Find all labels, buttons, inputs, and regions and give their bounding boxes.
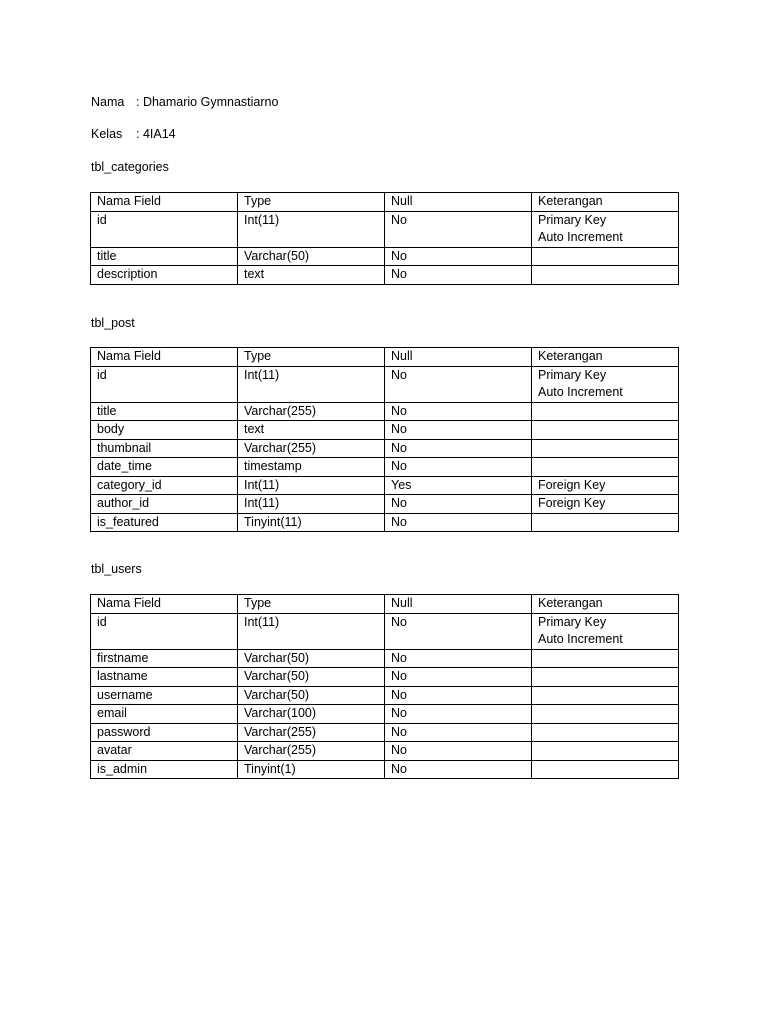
cell-null: No <box>385 458 532 477</box>
column-header-null: Null <box>385 348 532 367</box>
cell-keterangan <box>532 742 679 761</box>
cell-null: No <box>385 513 532 532</box>
column-header-type: Type <box>238 595 385 614</box>
cell-keterangan <box>532 421 679 440</box>
cell-field: date_time <box>91 458 238 477</box>
cell-keterangan <box>532 439 679 458</box>
nama-value: : Dhamario Gymnastiarno <box>136 95 279 109</box>
cell-type: Int(11) <box>238 366 385 402</box>
table-row <box>91 513 679 532</box>
table-row <box>91 686 679 705</box>
cell-type: Varchar(50) <box>238 649 385 668</box>
cell-type: Int(11) <box>238 211 385 247</box>
table-row <box>91 613 679 649</box>
header-row <box>91 193 679 212</box>
cell-null: No <box>385 686 532 705</box>
table-row <box>91 476 679 495</box>
cell-keterangan <box>532 476 679 495</box>
cell-keterangan <box>532 686 679 705</box>
kelas-label: Kelas <box>91 127 123 141</box>
cell-type: timestamp <box>238 458 385 477</box>
cell-type: text <box>238 421 385 440</box>
kelas-line <box>91 126 176 142</box>
cell-null: No <box>385 266 532 285</box>
cell-type: Varchar(255) <box>238 439 385 458</box>
table-row <box>91 723 679 742</box>
cell-keterangan <box>532 649 679 668</box>
cell-keterangan <box>532 513 679 532</box>
table-users <box>90 594 679 779</box>
cell-field: thumbnail <box>91 439 238 458</box>
cell-null: No <box>385 402 532 421</box>
cell-keterangan <box>532 495 679 514</box>
column-header-keterangan: Keterangan <box>532 193 679 212</box>
column-header-type: Type <box>238 348 385 367</box>
table-row <box>91 211 679 247</box>
cell-null: No <box>385 613 532 649</box>
table-body <box>91 366 679 532</box>
cell-field: author_id <box>91 495 238 514</box>
header-row <box>91 348 679 367</box>
cell-null: Yes <box>385 476 532 495</box>
cell-field: description <box>91 266 238 285</box>
cell-field: email <box>91 705 238 724</box>
cell-field: avatar <box>91 742 238 761</box>
table-row <box>91 760 679 779</box>
table-row <box>91 458 679 477</box>
cell-null: No <box>385 723 532 742</box>
cell-type: Varchar(255) <box>238 742 385 761</box>
cell-null: No <box>385 366 532 402</box>
cell-null: No <box>385 495 532 514</box>
section-title-categories: tbl_categories <box>91 160 169 174</box>
cell-null: No <box>385 760 532 779</box>
cell-type: Tinyint(1) <box>238 760 385 779</box>
cell-null: No <box>385 211 532 247</box>
cell-null: No <box>385 705 532 724</box>
cell-type: Tinyint(11) <box>238 513 385 532</box>
table-row <box>91 495 679 514</box>
cell-null: No <box>385 742 532 761</box>
cell-null: No <box>385 439 532 458</box>
table-row <box>91 705 679 724</box>
column-header-type: Type <box>238 193 385 212</box>
kelas-value: : 4IA14 <box>136 127 176 141</box>
table-row <box>91 421 679 440</box>
cell-field: id <box>91 613 238 649</box>
cell-keterangan <box>532 458 679 477</box>
cell-field: password <box>91 723 238 742</box>
cell-field: firstname <box>91 649 238 668</box>
cell-type: Varchar(100) <box>238 705 385 724</box>
table-row <box>91 402 679 421</box>
cell-field: id <box>91 211 238 247</box>
cell-keterangan <box>532 723 679 742</box>
cell-field: category_id <box>91 476 238 495</box>
section-title-users: tbl_users <box>91 562 142 576</box>
cell-keterangan <box>532 668 679 687</box>
keterangan-line: Foreign Key <box>538 496 606 510</box>
table-body <box>91 613 679 779</box>
column-header-field: Nama Field <box>91 595 238 614</box>
nama-line <box>91 94 278 110</box>
cell-field: body <box>91 421 238 440</box>
cell-keterangan <box>532 705 679 724</box>
column-header-field: Nama Field <box>91 348 238 367</box>
column-header-field: Nama Field <box>91 193 238 212</box>
table-row <box>91 742 679 761</box>
keterangan-line: Primary Key <box>538 614 607 629</box>
column-header-keterangan: Keterangan <box>532 595 679 614</box>
table-body <box>91 211 679 284</box>
table-row <box>91 668 679 687</box>
table-row <box>91 247 679 266</box>
section-title-post: tbl_post <box>91 316 135 330</box>
cell-keterangan <box>532 760 679 779</box>
cell-null: No <box>385 668 532 687</box>
keterangan-line: Auto Increment <box>538 632 623 646</box>
table-post <box>90 347 679 532</box>
keterangan-line: Auto Increment <box>538 385 623 399</box>
table-row <box>91 366 679 402</box>
cell-field: title <box>91 402 238 421</box>
cell-type: Varchar(50) <box>238 668 385 687</box>
cell-keterangan <box>532 402 679 421</box>
column-header-null: Null <box>385 193 532 212</box>
cell-keterangan <box>532 211 679 247</box>
keterangan-line: Auto Increment <box>538 230 623 244</box>
cell-field: id <box>91 366 238 402</box>
cell-keterangan <box>532 366 679 402</box>
cell-type: Int(11) <box>238 613 385 649</box>
nama-label: Nama <box>91 95 125 109</box>
cell-keterangan <box>532 247 679 266</box>
keterangan-line: Primary Key <box>538 367 607 382</box>
column-header-null: Null <box>385 595 532 614</box>
column-header-keterangan: Keterangan <box>532 348 679 367</box>
cell-field: is_admin <box>91 760 238 779</box>
cell-null: No <box>385 247 532 266</box>
cell-type: Varchar(50) <box>238 686 385 705</box>
cell-keterangan <box>532 266 679 285</box>
table-row <box>91 649 679 668</box>
cell-keterangan <box>532 613 679 649</box>
cell-field: is_featured <box>91 513 238 532</box>
cell-type: Int(11) <box>238 495 385 514</box>
cell-type: Varchar(255) <box>238 402 385 421</box>
table-row <box>91 439 679 458</box>
cell-field: username <box>91 686 238 705</box>
cell-field: title <box>91 247 238 266</box>
table-row <box>91 266 679 285</box>
header-row <box>91 595 679 614</box>
keterangan-line: Foreign Key <box>538 477 606 492</box>
cell-field: lastname <box>91 668 238 687</box>
cell-type: Int(11) <box>238 476 385 495</box>
cell-type: Varchar(255) <box>238 723 385 742</box>
cell-null: No <box>385 649 532 668</box>
cell-type: Varchar(50) <box>238 247 385 266</box>
cell-null: No <box>385 421 532 440</box>
cell-type: text <box>238 266 385 285</box>
table-categories <box>90 192 679 285</box>
keterangan-line: Primary Key <box>538 212 607 227</box>
